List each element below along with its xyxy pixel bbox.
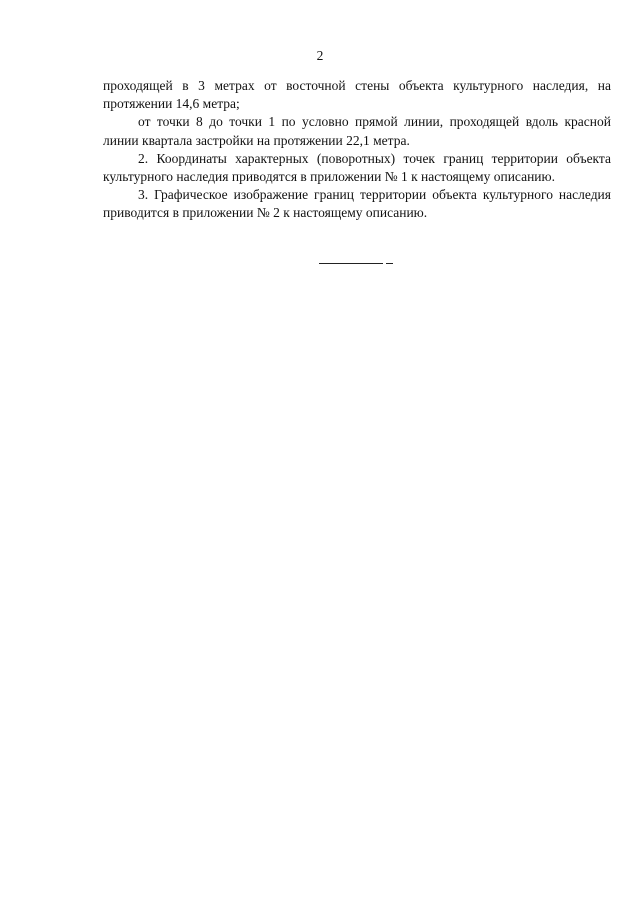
page-number: 2 [316,48,324,63]
paragraph-continuation: проходящей в 3 метрах от восточной стены объекта культурного наследия, на протяжении 14,6 метра; [103,78,611,112]
paragraph-segment-8-1: от точки 8 до точки 1 по условно прямой линии, проходящей вдоль красной линии квартала застройки на протяжении 22,1 метра. [103,114,611,148]
document-body [103,77,611,223]
end-rule-long-segment [319,263,383,264]
end-of-document-rule [319,258,393,264]
end-rule-short-segment [386,263,393,264]
paragraph-item-3: 3. Графическое изображение границ территории объекта культурного наследия приводится в приложении № 2 к настоящему описанию. [103,187,611,221]
paragraph-item-2: 2. Координаты характерных (поворотных) точек границ территории объекта культурного наследия приводятся в приложении № 1 к настоящему описанию. [103,150,611,185]
